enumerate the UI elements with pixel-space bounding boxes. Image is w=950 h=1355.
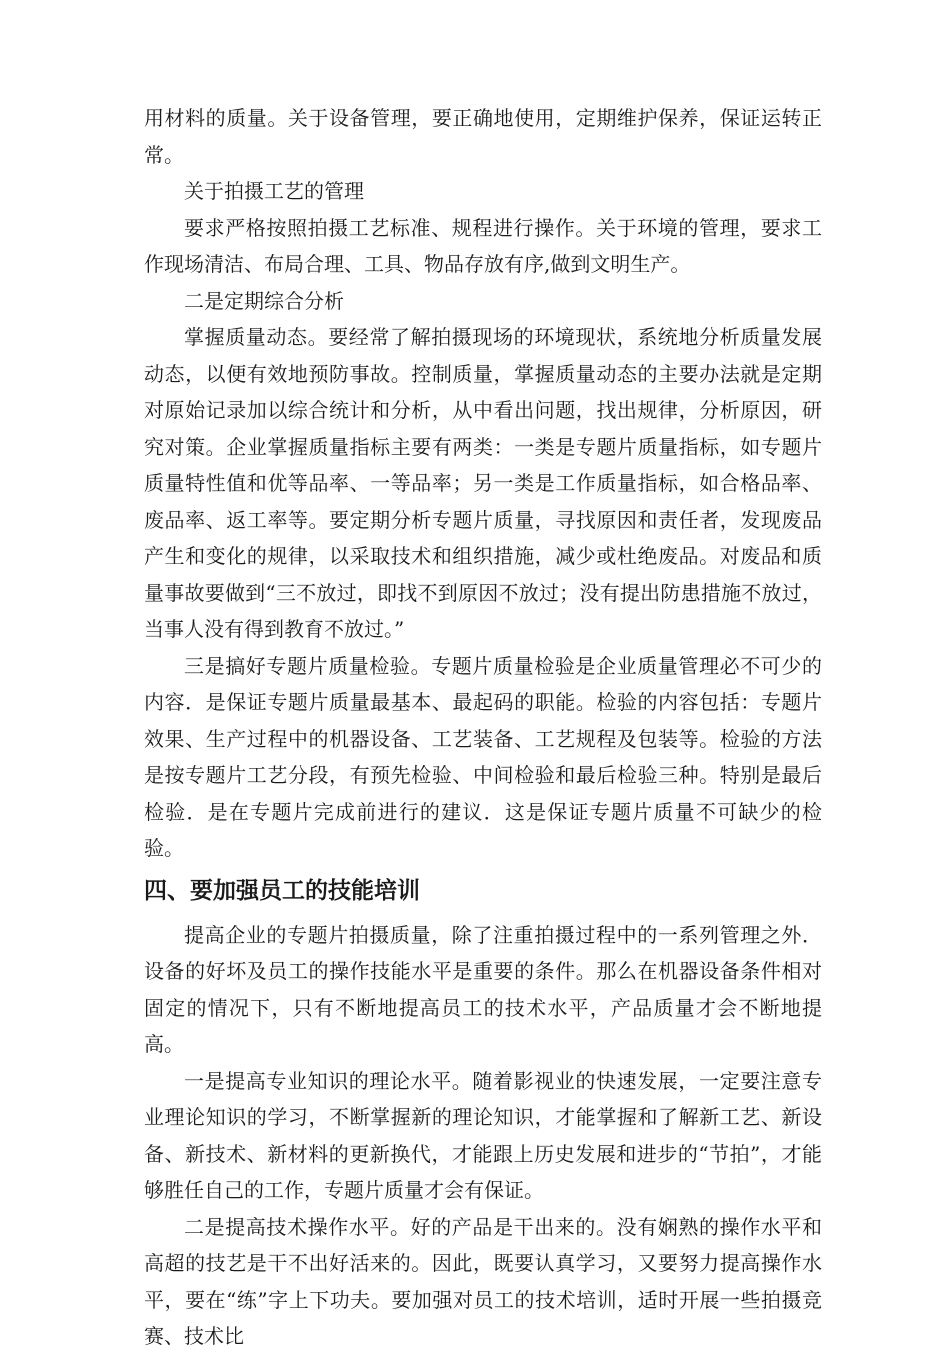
document-page [144,100,822,1355]
subheading-shooting-process: 关于拍摄工艺的管理 [184,179,364,203]
body-paragraph: 用材料的质量。关于设备管理，要正确地使用，定期维护保养，保证运转正常。 [144,106,822,167]
body-paragraph: 一是提高专业知识的理论水平。随着影视业的快速发展，一定要注意专业理论知识的学习，不断掌握新的理论知识，才能掌握和了解新工艺、新设备、新技术、新材料的更新换代，才能跟上历史发展和进步的“节拍”，才能够胜任自己的工作，专题片质量才会有保证。 [144,1068,822,1202]
body-paragraph: 要求严格按照拍摄工艺标准、规程进行操作。关于环境的管理，要求工作现场清洁、布局合理、工具、物品存放有序,做到文明生产。 [144,215,822,276]
body-paragraph: 掌握质量动态。要经常了解拍摄现场的环境现状，系统地分析质量发展动态，以便有效地预防事故。控制质量，掌握质量动态的主要办法就是定期对原始记录加以综合统计和分析，从中看出问题，找出规律，分析原因，研究对策。企业掌握质量指标主要有两类：一类是专题片质量指标，如专题片质量特性值和优等品率、一等品率；另一类是工作质量指标，如合格品率、废品率、返工率等。要定期分析专题片质量，寻找原因和责任者，发现废品产生和变化的规律，以采取技术和组织措施，减少或杜绝废品。对废品和质量事故要做到“三不放过，即找不到原因不放过；没有提出防患措施不放过，当事人没有得到教育不放过。” [144,325,822,641]
subheading-periodic-analysis: 二是定期综合分析 [184,288,344,313]
body-paragraph: 二是提高技术操作水平。好的产品是干出来的。没有娴熟的操作水平和高超的技艺是干不出好活来的。因此，既要认真学习，又要努力提高操作水平，要在“练”字上下功夫。要加强对员工的技术培训，适时开展一些拍摄竞赛、技术比 [144,1214,822,1348]
body-paragraph: 三是搞好专题片质量检验。专题片质量检验是企业质量管理必不可少的内容．是保证专题片质量最基本、最起码的职能。检验的内容包括：专题片效果、生产过程中的机器设备、工艺装备、工艺规程及包装等。检验的方法是按专题片工艺分段，有预先检验、中间检验和最后检验三种。特别是最后检验．是在专题片完成前进行的建议．这是保证专题片质量不可缺少的检验。 [144,653,822,860]
section-heading: 四、要加强员工的技能培训 [144,877,420,904]
body-paragraph: 提高企业的专题片拍摄质量，除了注重拍摄过程中的一系列管理之外．设备的好坏及员工的操作技能水平是重要的条件。那么在机器设备条件相对固定的情况下，只有不断地提高员工的技术水平，产品质量才会不断地提高。 [144,922,822,1056]
